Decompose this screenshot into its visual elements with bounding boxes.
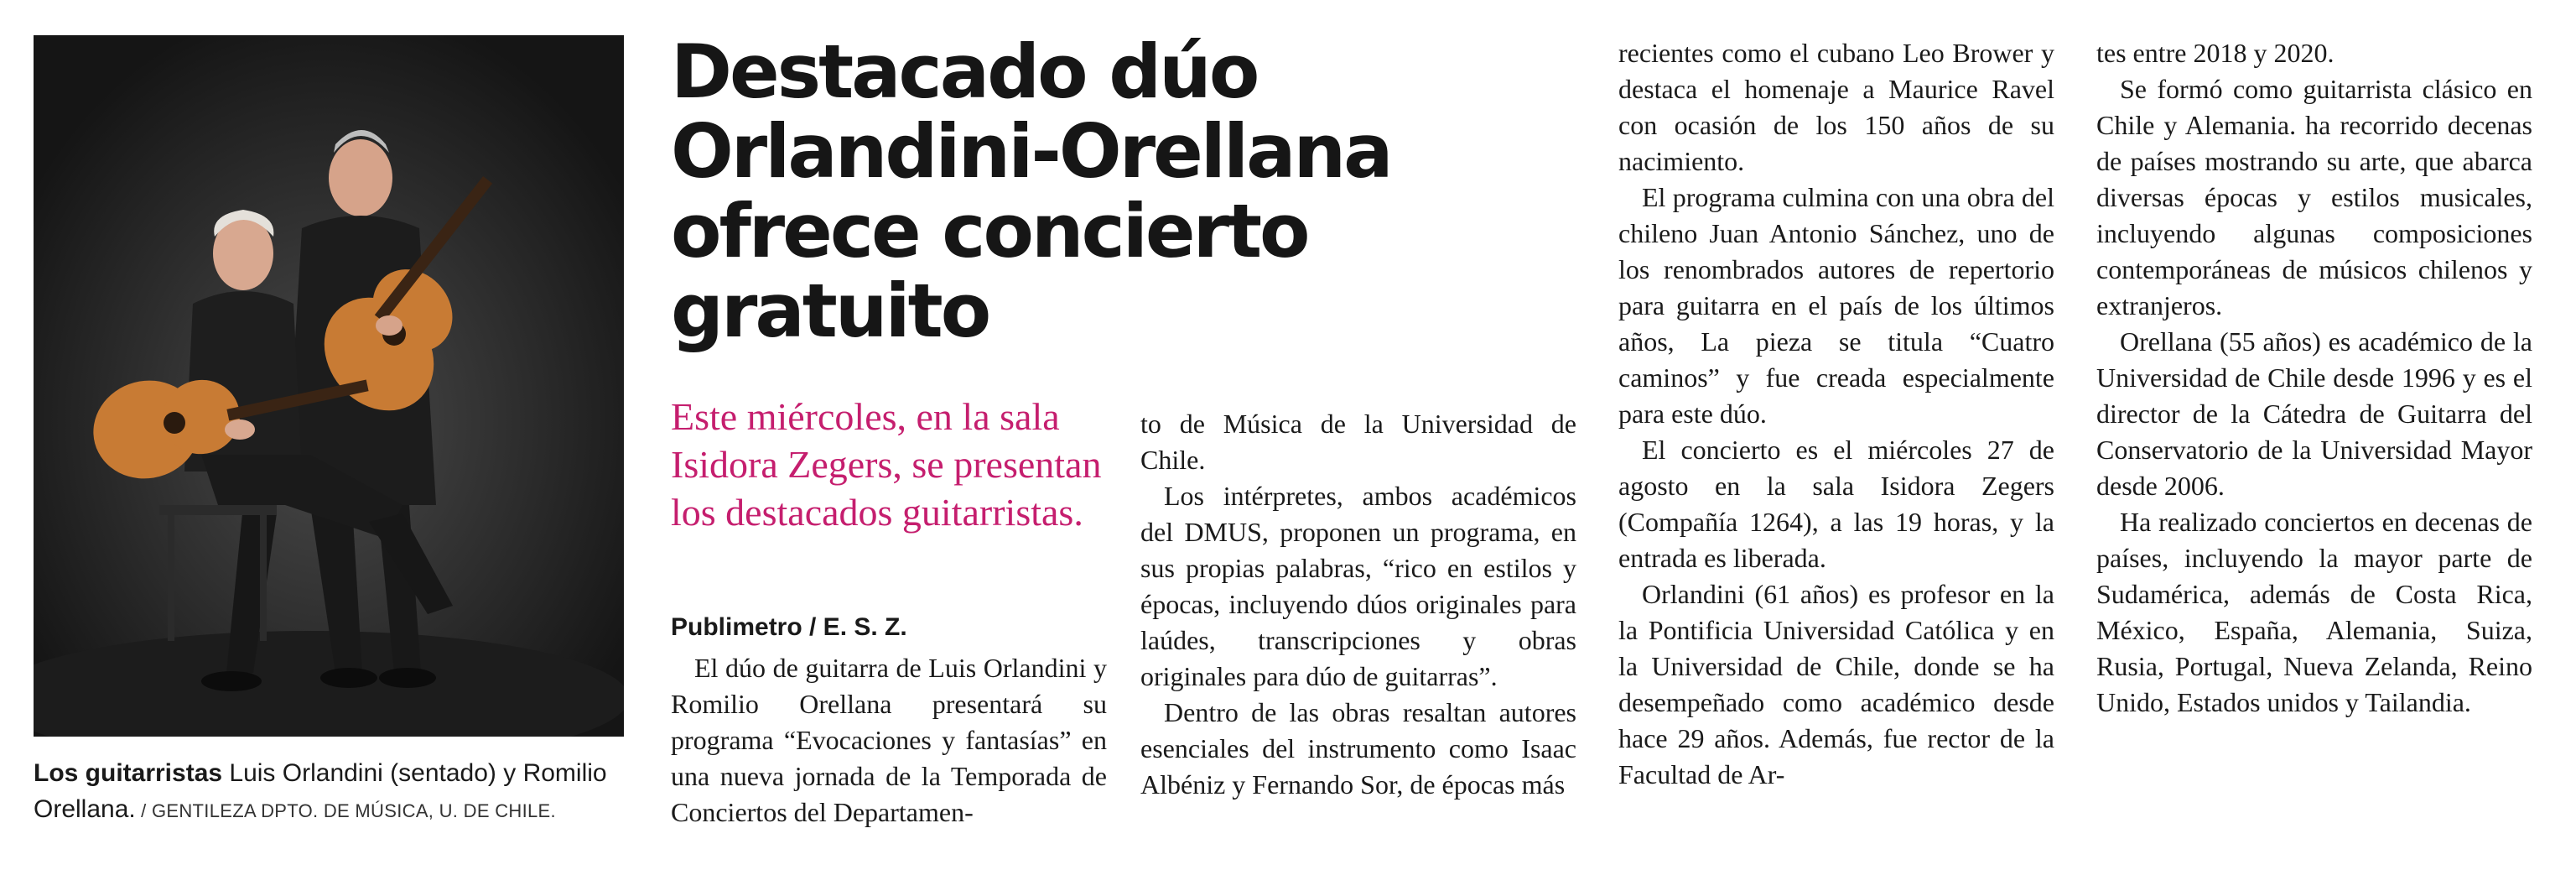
paragraph: Orlandini (61 años) es profesor en la la Pontificia Universidad Católica y en la Universidad de Chile, donde se ha desempeñado como académico desde hace 29 años. Además, fue rector de la Facultad de Ar- [1618,579,2054,789]
article-byline: Publimetro / E. S. Z. [671,613,907,641]
caption-lead: Los guitarristas [34,759,223,787]
paragraph: El concierto es el miércoles 27 de agosto en la sala Isidora Zegers (Compañía 1264), a las 19 horas, y la entrada es liberada. [1618,435,2054,573]
paragraph: El programa culmina con una obra del chileno Juan Antonio Sánchez, uno de los renombrados autores de repertorio para guitarra en el país de los últimos años, La pieza se titula “Cuatro caminos” y fue creada especialmente para este dúo. [1618,182,2054,429]
paragraph: tes entre 2018 y 2020. [2096,38,2334,68]
paragraph: recientes como el cubano Leo Brower y destaca el homenaje a Maurice Ravel con ocasión de los 150 años de su nacimiento. [1618,38,2054,176]
paragraph: to de Música de la Universidad de Chile. [1140,409,1576,475]
paragraph: El dúo de guitarra de Luis Orlandini y Romilio Orellana presentará su programa “Evocaciones y fantasías” en una nueva jornada de la Temporada de Conciertos del Departamen- [671,653,1107,827]
paragraph: Orellana (55 años) es académico de la Universidad de Chile desde 1996 y es el director de la Cátedra de Guitarra del Conservatorio de la Universidad Mayor desde 2006. [2096,326,2532,501]
article-photo [34,35,624,737]
paragraph: Los intérpretes, ambos académicos del DMUS, proponen un programa, en sus propias palabras, “rico en estilos y épocas, incluyendo dúos originales para laúdes, transcripciones y obras originales para dúo de guitarras”. [1140,481,1576,691]
article-column-1 [671,650,1107,831]
article-lede: Este miércoles, en la sala Isidora Zegers, se presentan los destacados guitarristas. [671,395,1102,534]
article-column-3 [1618,35,2054,793]
article-headline: Destacado dúo Orlandini-Orellana ofrece concierto gratuito [671,29,1391,354]
paragraph: Dentro de las obras resaltan autores esenciales del instrumento como Isaac Albéniz y Fernando Sor, de épocas más [1140,697,1576,800]
paragraph: Se formó como guitarrista clásico en Chile y Alemania. ha recorrido decenas de países mostrando su arte, que abarca diversas épocas y estilos musicales, incluyendo algunas composiciones contemporáneas de músicos chilenos y extranjeros. [2096,74,2532,320]
caption-text: Luis Orlandini (sentado) y Romilio Orellana. [34,759,607,823]
article-column-2 [1140,406,1576,803]
caption-credit: / GENTILEZA DPTO. DE MÚSICA, U. DE CHILE. [135,800,556,821]
photo-caption [34,755,637,829]
article-column-4 [2096,35,2532,721]
paragraph: Ha realizado conciertos en decenas de países, incluyendo la mayor parte de Sudamérica, además de Costa Rica, México, España, Alemania, Suiza, Rusia, Portugal, Nueva Zelanda, Reino Unido, Estados unidos y Tailandia. [2096,507,2532,717]
guitarists-photo [34,35,624,737]
